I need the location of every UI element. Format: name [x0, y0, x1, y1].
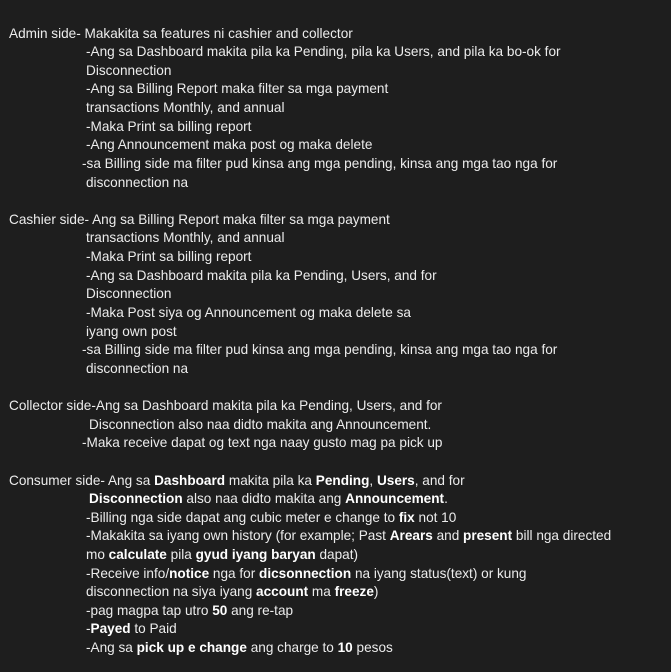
admin-line-8: -sa Billing side ma filter pud kinsa ang mga pending, kinsa ang mga tao nga for — [82, 156, 558, 171]
admin-line-6: -Maka Print sa billing report — [86, 119, 252, 134]
text-segment: bill nga directed — [512, 528, 612, 543]
consumer-line-8 — [86, 602, 293, 620]
cashier-line-7: iyang own post — [86, 324, 177, 339]
consumer-line-3 — [86, 509, 456, 527]
text-segment: -Ang sa — [86, 640, 137, 655]
text-segment: , and for — [414, 473, 465, 488]
text-segment: -Receive info/ — [86, 566, 170, 581]
consumer-line-7 — [86, 583, 378, 601]
bold-text-segment: calculate — [108, 547, 167, 562]
text-segment: makita pila ka — [225, 473, 316, 488]
cashier-line-4: -Ang sa Dashboard makita pila ka Pending, Users, and for — [86, 268, 437, 283]
text-segment: ma — [308, 584, 335, 599]
bold-text-segment: Users — [376, 473, 415, 488]
cashier-line-9: disconnection na — [86, 361, 189, 376]
admin-line-7: -Ang Announcement maka post og maka delete — [86, 137, 373, 152]
text-segment: also naa didto makita ang — [182, 491, 346, 506]
bold-text-segment: Payed — [90, 621, 131, 636]
consumer-line-1 — [9, 472, 465, 490]
text-segment: mo — [86, 547, 109, 562]
bold-text-segment: account — [256, 584, 309, 599]
bold-text-segment: fix — [398, 510, 415, 525]
text-segment: Consumer side- Ang sa — [9, 473, 155, 488]
bold-text-segment: pick up e change — [136, 640, 247, 655]
admin-line-9: disconnection na — [86, 175, 189, 190]
cashier-line-5: Disconnection — [86, 286, 172, 301]
consumer-line-6 — [86, 565, 526, 583]
text-segment: to Paid — [130, 621, 177, 636]
bold-text-segment: 50 — [212, 603, 228, 618]
text-segment: -pag magpa tap utro — [86, 603, 213, 618]
bold-text-segment: Pending — [315, 473, 370, 488]
collector-line-3: -Maka receive dapat og text nga naay gusto mag pa pick up — [82, 435, 443, 450]
text-segment: nga for — [209, 566, 260, 581]
text-segment: , — [369, 473, 377, 488]
consumer-line-10 — [86, 639, 393, 657]
text-segment: ang re-tap — [227, 603, 294, 618]
text-segment: pesos — [352, 640, 393, 655]
admin-line-2: -Ang sa Dashboard makita pila ka Pending, pila ka Users, and pila ka bo-ok for — [86, 44, 561, 59]
text-segment: na iyang status(text) or kung — [351, 566, 527, 581]
consumer-line-5 — [86, 546, 358, 564]
bold-text-segment: Dashboard — [154, 473, 226, 488]
text-segment: - — [86, 621, 91, 636]
bold-text-segment: gyud iyang baryan — [195, 547, 316, 562]
text-segment: pila — [166, 547, 196, 562]
cashier-line-6: -Maka Post siya og Announcement og maka delete sa — [86, 305, 411, 320]
text-segment: ang charge to — [246, 640, 338, 655]
cashier-line-2: transactions Monthly, and annual — [86, 230, 285, 245]
collector-line-2: Disconnection also naa didto makita ang Announcement. — [89, 417, 432, 432]
cashier-line-3: -Maka Print sa billing report — [86, 249, 252, 264]
bold-text-segment: Disconnection — [89, 491, 183, 506]
text-segment: disconnection na siya iyang — [86, 584, 257, 599]
text-segment: not 10 — [414, 510, 457, 525]
collector-line-1: Collector side-Ang sa Dashboard makita pila ka Pending, Users, and for — [9, 398, 442, 413]
bold-text-segment: 10 — [337, 640, 353, 655]
bold-text-segment: notice — [169, 566, 210, 581]
cashier-line-8: -sa Billing side ma filter pud kinsa ang mga pending, kinsa ang mga tao nga for — [82, 342, 558, 357]
consumer-line-2 — [89, 490, 448, 508]
text-segment: -Billing nga side dapat ang cubic meter e change to — [86, 510, 399, 525]
bold-text-segment: Arears — [389, 528, 433, 543]
consumer-line-4 — [86, 527, 611, 545]
bold-text-segment: dicsonnection — [259, 566, 352, 581]
consumer-line-9 — [86, 620, 177, 638]
admin-line-3: Disconnection — [86, 63, 172, 78]
cashier-line-1: Cashier side- Ang sa Billing Report maka filter sa mga payment — [9, 212, 390, 227]
text-segment: . — [444, 491, 448, 506]
bold-text-segment: present — [463, 528, 513, 543]
bold-text-segment: freeze — [334, 584, 374, 599]
admin-line-4: -Ang sa Billing Report maka filter sa mga payment — [86, 81, 389, 96]
text-segment: -Makakita sa iyang own history (for example; Past — [86, 528, 390, 543]
admin-line-5: transactions Monthly, and annual — [86, 100, 285, 115]
admin-line-1: Admin side- Makakita sa features ni cashier and collector — [9, 26, 353, 41]
text-segment: ) — [373, 584, 379, 599]
bold-text-segment: Announcement — [345, 491, 445, 506]
text-segment: dapat) — [315, 547, 359, 562]
text-segment: and — [432, 528, 464, 543]
